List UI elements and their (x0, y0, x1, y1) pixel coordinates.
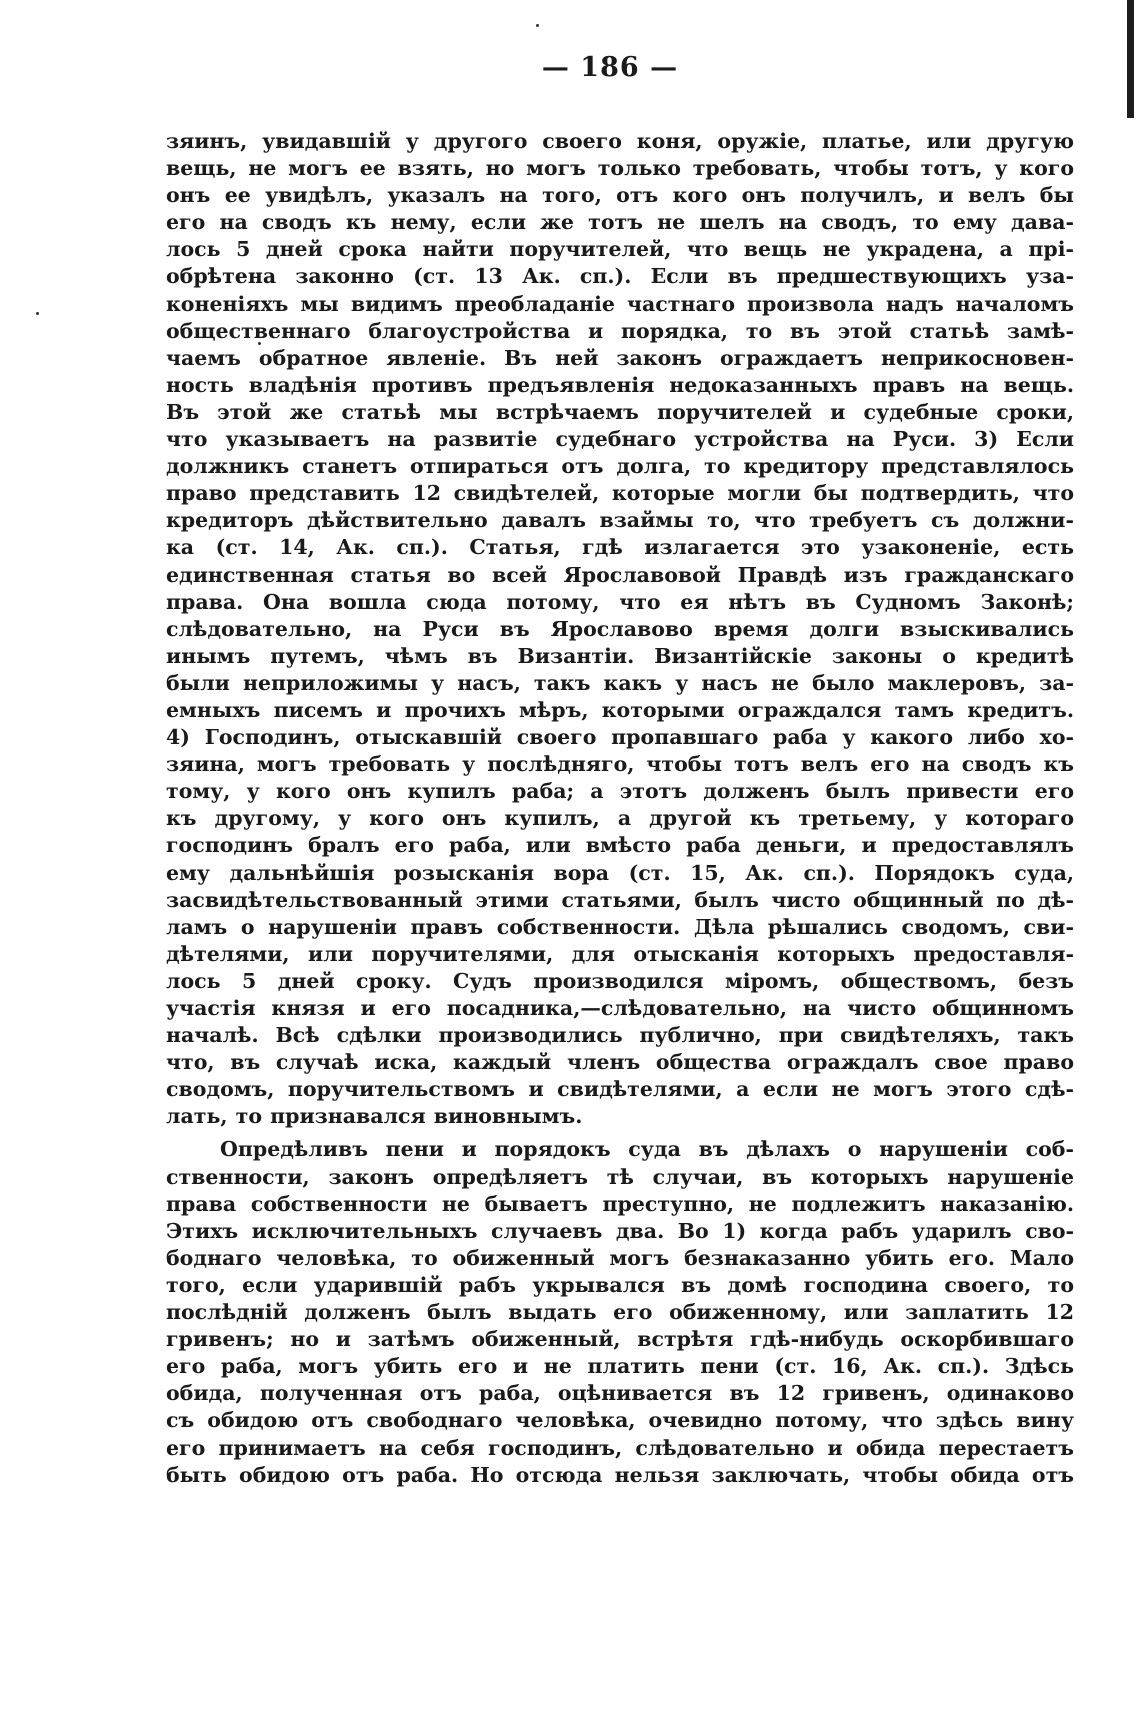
text-line: кредиторъ дѣйствительно давалъ взаймы то, что требуетъ съ должни- (166, 508, 1074, 533)
text-line: общественнаго благоустройства и порядка, то въ этой статьѣ замѣ- (166, 318, 1074, 343)
text-line: обрѣтена законно (ст. 13 Ак. сп.). Если въ предшествующихъ уза- (166, 264, 1074, 289)
text-line: боднаго человѣка, то обиженный могъ безнаказанно убить его. Мало (166, 1245, 1074, 1270)
text-line: началѣ. Всѣ сдѣлки производились публично, при свидѣтеляхъ, такъ (166, 1023, 1074, 1048)
text-line: право представить 12 свидѣтелей, которые могли бы подтвердить, что (166, 481, 1074, 506)
text-line: что, въ случаѣ иска, каждый членъ общества ограждалъ свое право (166, 1050, 1074, 1075)
text-line: онъ ее увидѣлъ, указалъ на того, отъ кого онъ получилъ, и велъ бы (166, 183, 1074, 208)
text-line: чаемъ обратное явленіе. Въ ней законъ ограждаетъ неприкосновен- (166, 345, 1074, 370)
print-speck (36, 312, 39, 315)
page-number: — 186 — (541, 52, 679, 83)
text-line: его на сводъ къ нему, если же тотъ не шелъ на сводъ, то ему дава- (166, 210, 1074, 235)
text-line: господинъ бралъ его раба, или вмѣсто раба деньги, и предоставлялъ (166, 833, 1074, 858)
text-line: были неприложимы у насъ, такъ какъ у насъ не было маклеровъ, за- (166, 670, 1074, 695)
text-line: съ обидою отъ свободнаго человѣка, очевидно потому, что здѣсь вину (166, 1408, 1074, 1433)
text-line: инымъ путемъ, чѣмъ въ Византіи. Византійскіе законы о кредитѣ (166, 643, 1074, 668)
text-line: ность владѣнія противъ предъявленія недоказанныхъ правъ на вещь. (166, 372, 1074, 397)
text-line: ему дальнѣйшія розысканія вора (ст. 15, Ак. сп.). Порядокъ суда, (166, 860, 1074, 885)
text-line: его принимаетъ на себя господинъ, слѣдовательно и обида перестаетъ (166, 1435, 1074, 1460)
text-line: Этихъ исключительныхъ случаевъ два. Во 1) когда рабъ ударилъ сво- (166, 1218, 1074, 1243)
text-line: сводомъ, поручительствомъ и свидѣтелями, а если не могъ этого сдѣ- (166, 1077, 1074, 1102)
text-line: дѣтелями, или поручителями, для отысканія которыхъ предоставля- (166, 941, 1074, 966)
text-line: Опредѣливъ пени и порядокъ суда въ дѣлахъ о нарушеніи соб- (220, 1137, 1074, 1162)
text-line: слѣдовательно, на Руси въ Ярославово время долги взыскивались (166, 616, 1074, 641)
text-line: послѣдній долженъ былъ выдать его обиженному, или заплатить 12 (166, 1300, 1074, 1325)
text-line: лось 5 дней срока найти поручителей, что вещь не украдена, а прі- (166, 237, 1074, 262)
text-line: права собственности не бываетъ преступно, не подлежитъ наказанію. (166, 1191, 1074, 1216)
print-speck (536, 24, 539, 27)
body-text (166, 128, 1074, 1489)
text-line: къ другому, у кого онъ купилъ, а другой къ третьему, у котораго (166, 806, 1074, 831)
text-line: ственности, законъ опредѣляетъ тѣ случаи, въ которыхъ нарушеніе (166, 1164, 1074, 1189)
text-line: того, если ударившій рабъ укрывался въ домѣ господина своего, то (166, 1272, 1074, 1297)
text-line: права. Она вошла сюда потому, что ея нѣтъ въ Судномъ Законѣ; (166, 589, 1074, 614)
text-line: зяинъ, увидавшій у другого своего коня, оружіе, платье, или другую (166, 129, 1074, 153)
text-line: быть обидою отъ раба. Но отсюда нельзя заключать, чтобы обида отъ (166, 1462, 1074, 1487)
text-line: гривенъ; но и затѣмъ обиженный, встрѣтя гдѣ-нибудь оскорбившаго (166, 1327, 1074, 1352)
text-line: засвидѣтельствованный этими статьями, былъ чисто общинный по дѣ- (166, 887, 1074, 912)
text-line: Въ этой же статьѣ мы встрѣчаемъ поручителей и судебные сроки, (166, 399, 1074, 424)
text-line: ламъ о нарушеніи правъ собственности. Дѣла рѣшались сводомъ, сви- (166, 914, 1074, 939)
text-line: коненіяхъ мы видимъ преобладаніе частнаго произвола надъ началомъ (166, 291, 1074, 316)
text-line: емныхъ писемъ и прочихъ мѣръ, которыми ограждался тамъ кредитъ. (166, 697, 1074, 722)
text-line: лось 5 дней сроку. Судъ производился міромъ, обществомъ, безъ (166, 968, 1074, 993)
text-line: вещь, не могъ ее взять, но могъ только требовать, чтобы тотъ, у кого (166, 156, 1074, 181)
text-line: должникъ станетъ отпираться отъ долга, то кредитору представлялось (166, 454, 1074, 479)
text-line: лать, то признавался виновнымъ. (166, 1104, 583, 1129)
text-line: зяина, могъ требовать у послѣдняго, чтобы тотъ велъ его на сводъ къ (166, 752, 1074, 777)
text-line: ка (ст. 14, Ак. сп.). Статья, гдѣ излагается это узаконеніе, есть (166, 535, 1074, 560)
text-line: 4) Господинъ, отыскавшій своего пропавшаго раба у какого либо хо- (166, 725, 1074, 750)
text-line: что указываетъ на развитіе судебнаго устройства на Руси. 3) Если (166, 427, 1074, 452)
text-line: единственная статья во всей Ярославовой Правдѣ изъ гражданскаго (166, 562, 1074, 587)
text-line: участія князя и его посадника,—слѣдовательно, на чисто общинномъ (166, 996, 1074, 1020)
text-line: его раба, могъ убить его и не платить пени (ст. 16, Ак. сп.). Здѣсь (166, 1354, 1074, 1379)
text-line: тому, у кого онъ купилъ раба; а этотъ долженъ былъ привести его (166, 779, 1074, 804)
text-line: обида, полученная отъ раба, оцѣнивается въ 12 гривенъ, одинаково (166, 1381, 1074, 1406)
